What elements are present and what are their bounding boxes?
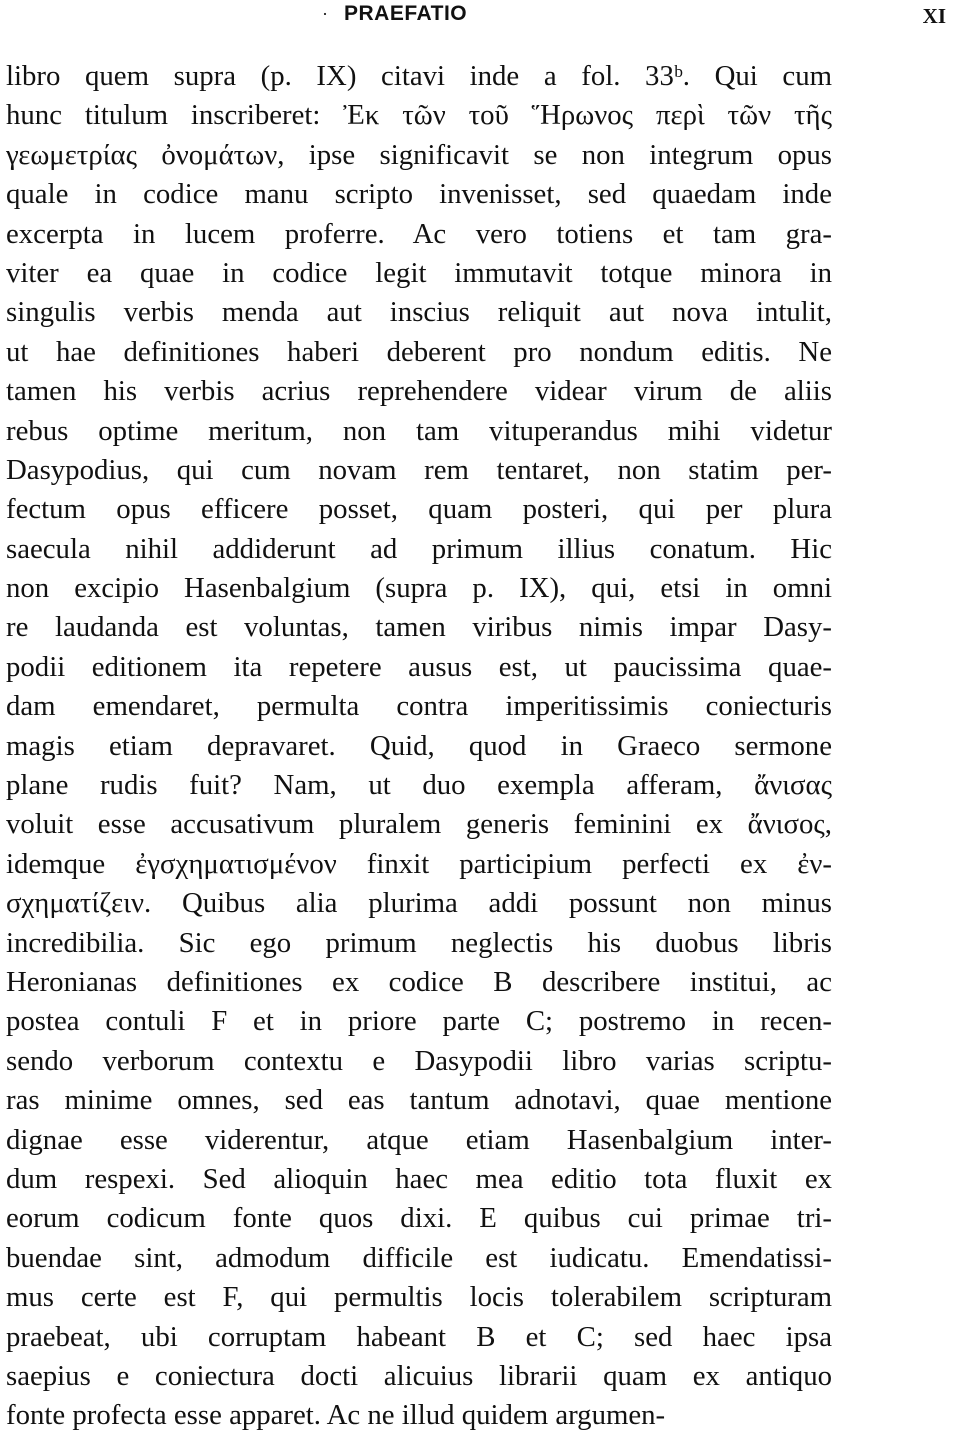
text-line: re laudanda est voluntas, tamen viribus nimis impar Dasy- [6, 611, 832, 644]
text-line: buendae sint, admodum difficile est iudicatu. Emendatissi- [6, 1241, 832, 1274]
text-line: voluit esse accusativum pluralem generis feminini ex ἄνισος, [6, 808, 832, 841]
text-line: σχηματίζειν. Quibus alia plurima addi possunt non minus [6, 887, 832, 920]
text-line: libro quem supra (p. IX) citavi inde a fol. 33ᵇ. Qui cum [6, 60, 832, 92]
text-line: viter ea quae in codice legit immutavit totque minora in [6, 256, 832, 289]
text-line: quale in codice manu scripto invenisset, sed quaedam inde [6, 178, 832, 211]
text-line: Dasypodius, qui cum novam rem tentaret, non statim per- [6, 453, 832, 486]
text-line: Heronianas definitiones ex codice B describere institui, ac [6, 965, 832, 998]
text-line: dam emendaret, permulta contra imperitissimis coniecturis [6, 690, 832, 723]
body-text [6, 57, 832, 1436]
text-line: hunc titulum inscriberet: Ἐκ τῶν τοῦ Ἥρωνος περὶ τῶν τῆς [6, 99, 832, 132]
text-line: idemque ἐγσχηματισμένον finxit participium perfecti ex ἐν- [6, 847, 832, 880]
text-line: sendo verborum contextu e Dasypodii libro varias scriptu- [6, 1044, 832, 1077]
text-line: incredibilia. Sic ego primum neglectis his duobus libris [6, 926, 832, 959]
text-line: eorum codicum fonte quos dixi. E quibus cui primae tri- [6, 1202, 832, 1235]
text-line: singulis verbis menda aut inscius reliquit aut nova intulit, [6, 296, 832, 329]
text-line: saepius e coniectura docti alicuius librarii quam ex antiquo [6, 1359, 832, 1392]
text-line: dignae esse viderentur, atque etiam Hasenbalgium inter- [6, 1123, 832, 1156]
text-line: dum respexi. Sed alioquin haec mea editio tota fluxit ex [6, 1162, 832, 1195]
running-title: PRAEFATIO [344, 2, 468, 25]
text-line: non excipio Hasenbalgium (supra p. IX), qui, etsi in omni [6, 572, 832, 605]
text-line: postea contuli F et in priore parte C; postremo in recen- [6, 1005, 832, 1038]
text-line: rebus optime meritum, non tam vituperandus mihi videtur [6, 414, 832, 447]
text-line: plane rudis fuit? Nam, ut duo exempla afferam, ἄνισας [6, 769, 832, 802]
page-number: XI [922, 4, 946, 28]
text-line: ut hae definitiones haberi deberent pro nondum editis. Ne [6, 335, 832, 368]
running-header [0, 2, 960, 30]
header-dot: · [322, 4, 328, 24]
text-line: praebeat, ubi corruptam habeant B et C; sed haec ipsa [6, 1320, 832, 1353]
text-line: saecula nihil addiderunt ad primum illius conatum. Hic [6, 532, 832, 565]
text-line: excerpta in lucem proferre. Ac vero totiens et tam gra- [6, 217, 832, 250]
text-line: ras minime omnes, sed eas tantum adnotavi, quae mentione [6, 1084, 832, 1117]
text-line: tamen his verbis acrius reprehendere videar virum de aliis [6, 375, 832, 408]
text-line: fonte profecta esse apparet. Ac ne illud quidem argumen- [6, 1399, 666, 1432]
text-line: fectum opus efficere posset, quam posteri, qui per plura [6, 493, 832, 526]
text-line: magis etiam depravaret. Quid, quod in Graeco sermone [6, 729, 832, 762]
text-line: γεωμετρίας ὀνομάτων, ipse significavit se non integrum opus [6, 138, 832, 171]
text-line: podii editionem ita repetere ausus est, ut paucissima quae- [6, 650, 832, 683]
text-line: mus certe est F, qui permultis locis tolerabilem scripturam [6, 1281, 832, 1314]
